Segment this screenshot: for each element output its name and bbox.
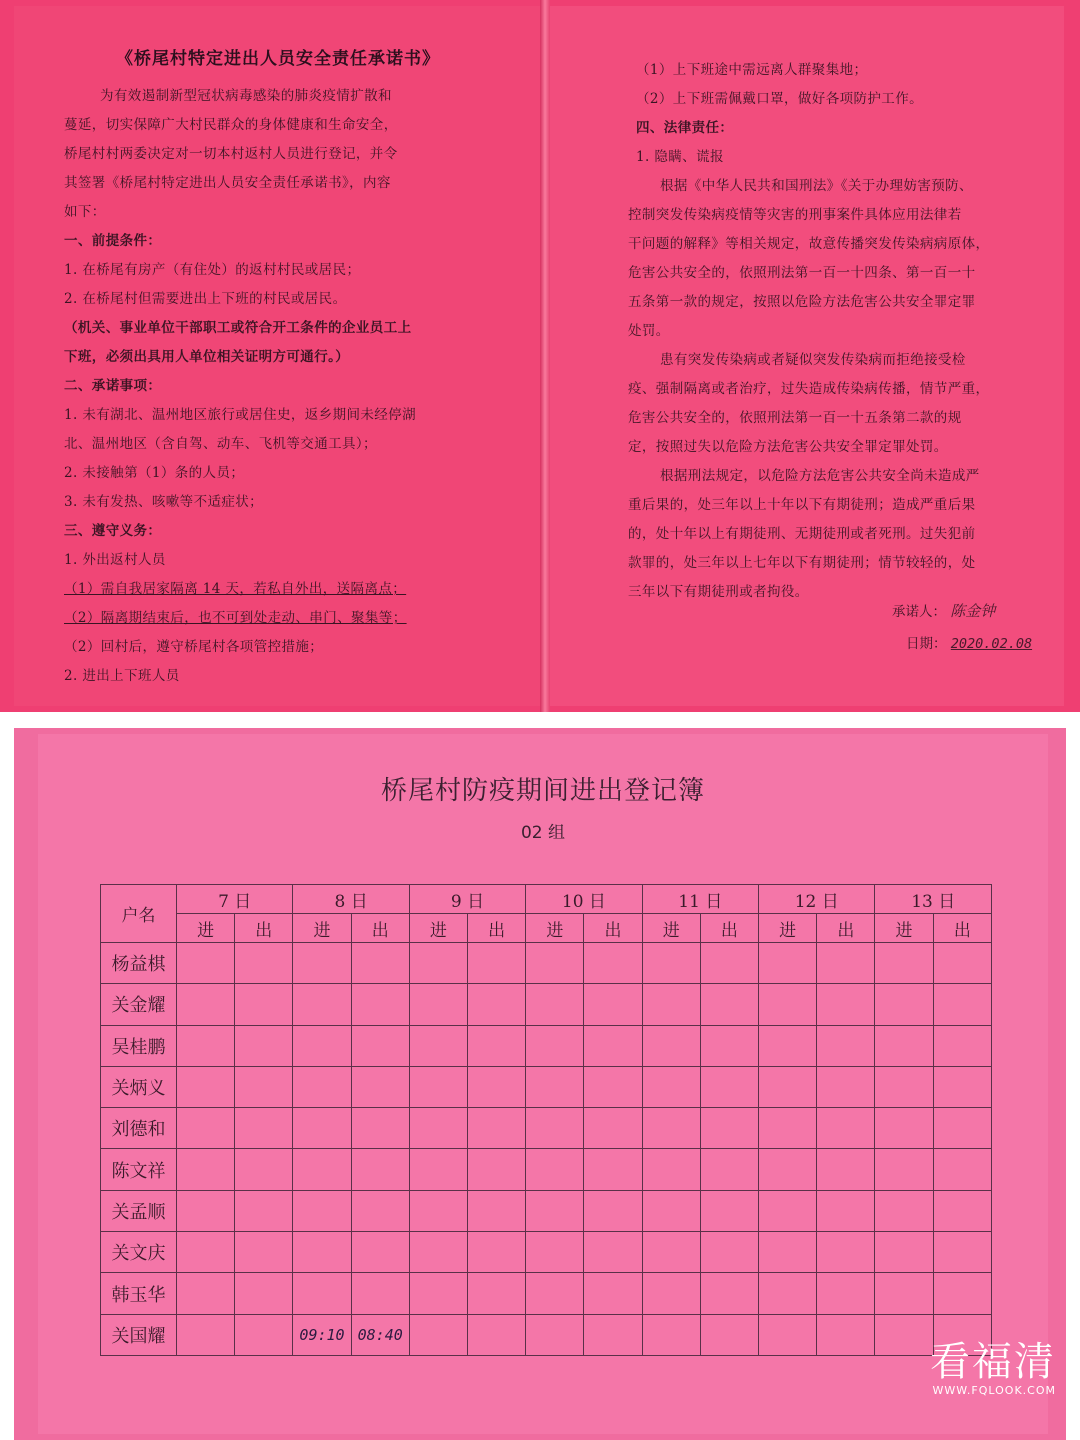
pledge-text-line: 1. 未有湖北、温州地区旅行或居住史，返乡期间未经停湖 [64,407,416,423]
table-row [101,1149,992,1190]
table-row [101,1314,992,1355]
entry-cell[interactable] [817,1066,875,1107]
pledge-text-line: （机关、事业单位干部职工或符合开工条件的企业员工上 [64,320,412,336]
entry-cell[interactable] [875,1025,933,1066]
entry-cell[interactable] [817,1190,875,1231]
entry-cell[interactable] [933,1273,991,1314]
entry-cell[interactable] [409,1025,467,1066]
entry-cell[interactable] [933,984,991,1025]
household-name: 韩玉华 [101,1273,177,1314]
book-fold [540,0,550,712]
entry-cell[interactable] [293,943,351,984]
entry-cell[interactable] [759,1108,817,1149]
table-row [101,1232,992,1273]
pledge-text-line: 1. 外出返村人员 [64,552,166,568]
household-name: 关国耀 [101,1314,177,1355]
entry-cell[interactable] [526,943,584,984]
in-header: 进 [875,914,933,943]
entry-cell[interactable] [526,1314,584,1355]
pledge-text-line: 处罚。 [628,323,670,339]
entry-cell[interactable] [759,1314,817,1355]
entry-cell[interactable] [468,1066,526,1107]
pledge-title: 《桥尾村特定进出人员安全责任承诺书》 [116,49,440,69]
entry-cell[interactable] [875,1190,933,1231]
entry-cell[interactable] [759,984,817,1025]
out-header: 出 [933,914,991,943]
watermark [930,1340,1056,1397]
out-header: 出 [817,914,875,943]
entry-cell[interactable] [177,1066,235,1107]
entry-cell[interactable] [351,1149,409,1190]
entry-cell[interactable] [526,1066,584,1107]
entry-cell[interactable] [177,1149,235,1190]
entry-cell[interactable] [700,1066,758,1107]
entry-cell[interactable] [642,1190,700,1231]
entry-cell[interactable] [235,1190,293,1231]
entry-cell[interactable] [933,1108,991,1149]
pledge-text-line: 2. 在桥尾村但需要进出上下班的村民或居民。 [64,291,347,307]
entry-cell[interactable] [468,1149,526,1190]
in-header: 进 [759,914,817,943]
entry-cell[interactable] [177,1273,235,1314]
entry-cell[interactable] [351,1025,409,1066]
entry-cell[interactable] [177,1190,235,1231]
household-name: 吴桂鹏 [101,1025,177,1066]
entry-cell[interactable] [526,1108,584,1149]
entry-cell[interactable] [351,943,409,984]
entry-cell[interactable] [409,1149,467,1190]
entry-cell[interactable] [235,943,293,984]
entry-cell[interactable] [817,1149,875,1190]
out-header: 出 [235,914,293,943]
pledge-text-line: （2）隔离期结束后，也不可到处走动、串门、聚集等； [64,610,407,626]
entry-cell[interactable] [875,1314,933,1355]
household-name: 杨益棋 [101,943,177,984]
pledge-text-line: （1）需自我居家隔离 14 天，若私自外出，送隔离点； [64,581,407,597]
entry-cell[interactable] [759,1149,817,1190]
pledge-text-line: 如下： [64,204,106,220]
entry-cell[interactable] [642,1025,700,1066]
table-row [101,1108,992,1149]
entry-cell[interactable] [177,1108,235,1149]
day-header: 12 日 [759,885,875,914]
entry-cell[interactable] [293,1314,351,1355]
entry-cell[interactable] [933,1190,991,1231]
entry-cell[interactable] [933,1025,991,1066]
entry-cell[interactable] [817,984,875,1025]
register-title: 桥尾村防疫期间进出登记簿 [380,776,705,806]
register-group: 02 组 [520,823,566,843]
signer-signature: 陈金钟 [950,602,996,620]
name-header: 户名 [101,885,177,943]
entry-cell[interactable] [409,984,467,1025]
pledge-text-line: 四、法律责任： [636,120,734,136]
entry-cell[interactable] [875,1066,933,1107]
entry-cell[interactable] [409,1314,467,1355]
entry-cell[interactable] [468,1273,526,1314]
handwritten-time: 09:10 [299,1325,345,1344]
entry-cell[interactable] [409,943,467,984]
entry-cell[interactable] [468,1108,526,1149]
pledge-text-line: 桥尾村村两委决定对一切本村返村人员进行登记，并令 [64,146,398,162]
pledge-text-line: （2）回村后，遵守桥尾村各项管控措施； [64,639,324,655]
pledge-text-line: 的，处十年以上有期徒刑、无期徒刑或者死刑。过失犯前 [628,526,976,542]
entry-cell[interactable] [409,1066,467,1107]
entry-cell[interactable] [875,943,933,984]
entry-cell[interactable] [875,984,933,1025]
entry-cell[interactable] [642,943,700,984]
entry-cell[interactable] [293,1149,351,1190]
entry-cell[interactable] [642,1066,700,1107]
entry-cell[interactable] [351,1108,409,1149]
entry-cell[interactable] [933,943,991,984]
pledge-text-line: 款罪的，处三年以上七年以下有期徒刑；情节较轻的，处 [628,555,976,571]
entry-cell[interactable] [933,1066,991,1107]
in-header: 进 [177,914,235,943]
entry-cell[interactable] [642,984,700,1025]
day-header: 9 日 [409,885,525,914]
pledge-photo [0,0,1080,712]
entry-cell[interactable] [584,943,642,984]
entry-cell[interactable] [759,1273,817,1314]
household-name: 关金耀 [101,984,177,1025]
entry-cell[interactable] [177,943,235,984]
watermark-url: WWW.FQLOOK.COM [932,1384,1056,1397]
household-name: 关孟顺 [101,1190,177,1231]
table-row [101,1066,992,1107]
entry-cell[interactable] [235,1108,293,1149]
entry-cell[interactable] [293,984,351,1025]
entry-cell[interactable] [409,1273,467,1314]
register-sheet [38,734,1048,1434]
entry-cell[interactable] [642,1149,700,1190]
entry-cell[interactable] [293,1232,351,1273]
entry-cell[interactable] [817,1232,875,1273]
pledge-text-line: 患有突发传染病或者疑似突发传染病而拒绝接受检 [660,352,966,368]
entry-cell[interactable] [351,1232,409,1273]
entry-cell[interactable] [526,1273,584,1314]
entry-cell[interactable] [642,1108,700,1149]
pledge-text-line: 一、前提条件： [64,233,162,249]
table-row [101,1190,992,1231]
entry-cell[interactable] [642,1314,700,1355]
entry-cell[interactable] [759,1025,817,1066]
in-header: 进 [642,914,700,943]
household-name: 关文庆 [101,1232,177,1273]
day-header: 8 日 [293,885,409,914]
entry-cell[interactable] [642,1232,700,1273]
entry-cell[interactable] [700,1232,758,1273]
entry-cell[interactable] [468,1025,526,1066]
pledge-text-line: 干问题的解释》等相关规定，故意传播突发传染病病原体， [628,236,990,252]
entry-cell[interactable] [817,1273,875,1314]
pledge-text-line: 蔓延，切实保障广大村民群众的身体健康和生命安全， [64,117,398,133]
pledge-text-line: 五条第一款的规定，按照以危险方法危害公共安全罪定罪 [628,294,976,310]
pledge-text-line: 2. 进出上下班人员 [64,668,180,684]
pledge-text-line: 二、承诺事项： [64,378,162,394]
entry-cell[interactable] [293,1066,351,1107]
entry-cell[interactable] [468,1314,526,1355]
date-line [906,632,1032,652]
pledge-text-line: 其签署《桥尾村特定进出人员安全责任承诺书》，内容 [64,175,391,191]
pledge-text-line: 控制突发传染病疫情等灾害的刑事案件具体应用法律若 [628,207,962,223]
household-name: 关炳义 [101,1066,177,1107]
entry-cell[interactable] [177,1232,235,1273]
pledge-text-line: 2. 未接触第（1）条的人员； [64,465,245,481]
household-name: 陈文祥 [101,1149,177,1190]
signer-label: 承诺人： [892,604,946,620]
register-photo [14,728,1066,1440]
entry-cell[interactable] [584,1025,642,1066]
day-header: 11 日 [642,885,758,914]
pledge-text-line: 下班，必须出具用人单位相关证明方可通行。） [64,349,350,365]
pledge-text-line: 三、遵守义务： [64,523,162,539]
pledge-text-line: （1）上下班途中需远离人群聚集地； [636,62,868,78]
pledge-text-line: 定，按照过失以危险方法危害公共安全罪定罪处罚。 [628,439,948,455]
entry-cell[interactable] [759,1232,817,1273]
entry-cell[interactable] [584,1273,642,1314]
entry-cell[interactable] [584,1066,642,1107]
entry-cell[interactable] [351,1066,409,1107]
pledge-text-line: 北、温州地区（含自驾、动车、飞机等交通工具）； [64,436,377,452]
entry-cell[interactable] [584,984,642,1025]
entry-cell[interactable] [351,1273,409,1314]
out-header: 出 [351,914,409,943]
entry-cell[interactable] [700,1108,758,1149]
entry-cell[interactable] [468,943,526,984]
entry-cell[interactable] [933,1232,991,1273]
pledge-text-line: 三年以下有期徒刑或者拘役。 [628,584,809,600]
table-row [101,984,992,1025]
watermark-logo: 看福清 [930,1339,1056,1385]
entry-cell[interactable] [468,984,526,1025]
in-header: 进 [526,914,584,943]
handwritten-time: 08:40 [357,1325,403,1344]
entry-cell[interactable] [700,1190,758,1231]
table-row [101,1025,992,1066]
entry-cell[interactable] [584,1108,642,1149]
entry-cell[interactable] [526,1025,584,1066]
entry-cell[interactable] [700,1149,758,1190]
table-row [101,943,992,984]
pledge-text-line: 危害公共安全的，依照刑法第一百一十四条、第一百一十 [628,265,976,281]
entry-cell[interactable] [351,984,409,1025]
entry-cell[interactable] [235,984,293,1025]
entry-cell[interactable] [584,1190,642,1231]
entry-cell[interactable] [933,1149,991,1190]
entry-cell[interactable] [409,1108,467,1149]
in-header: 进 [293,914,351,943]
entry-cell[interactable] [584,1232,642,1273]
entry-cell[interactable] [759,1190,817,1231]
entry-cell[interactable] [235,1025,293,1066]
in-header: 进 [409,914,467,943]
entry-cell[interactable] [875,1232,933,1273]
pledge-text-line: 3. 未有发热、咳嗽等不适症状； [64,494,264,510]
day-header: 10 日 [526,885,642,914]
date-value: 2020.02.08 [950,636,1033,652]
pledge-text-line: 1. 隐瞒、谎报 [636,149,724,165]
signer-line [892,600,995,621]
entry-cell[interactable] [526,1232,584,1273]
pledge-text-line: 1. 在桥尾有房产（有住处）的返村村民或居民； [64,262,361,278]
entry-cell[interactable] [875,1149,933,1190]
entry-cell[interactable] [642,1273,700,1314]
entry-cell[interactable] [293,1273,351,1314]
entry-cell[interactable] [177,1025,235,1066]
entry-cell[interactable] [526,1190,584,1231]
entry-cell[interactable] [817,1314,875,1355]
date-label: 日期： [906,636,947,652]
out-header: 出 [468,914,526,943]
entry-cell[interactable] [700,1025,758,1066]
entry-cell[interactable] [235,1149,293,1190]
entry-cell[interactable] [235,1314,293,1355]
household-name: 刘德和 [101,1108,177,1149]
entry-cell[interactable] [875,1273,933,1314]
entry-cell[interactable] [584,1149,642,1190]
entry-cell[interactable] [293,1190,351,1231]
entry-cell[interactable] [235,1273,293,1314]
entry-cell[interactable] [293,1025,351,1066]
pledge-text-line: 疫、强制隔离或者治疗，过失造成传染病传播，情节严重， [628,381,990,397]
day-header: 7 日 [177,885,293,914]
pledge-text-line: 根据刑法规定，以危险方法危害公共安全尚未造成严 [660,468,980,484]
pledge-text-line: 危害公共安全的，依照刑法第一百一十五条第二款的规 [628,410,962,426]
entry-cell[interactable] [817,1025,875,1066]
entry-cell[interactable] [409,1190,467,1231]
entry-cell[interactable] [235,1066,293,1107]
day-header: 13 日 [875,885,992,914]
entry-cell[interactable] [700,984,758,1025]
entry-cell[interactable] [526,984,584,1025]
entry-cell[interactable] [700,1314,758,1355]
out-header: 出 [700,914,758,943]
entry-cell[interactable] [584,1314,642,1355]
entry-cell[interactable] [293,1108,351,1149]
entry-cell[interactable] [351,1314,409,1355]
entry-cell[interactable] [700,943,758,984]
register-table [100,884,992,1356]
pledge-text-line: （2）上下班需佩戴口罩，做好各项防护工作。 [636,91,923,107]
entry-cell[interactable] [235,1232,293,1273]
entry-cell[interactable] [759,1066,817,1107]
entry-cell[interactable] [526,1149,584,1190]
pledge-text-line: 根据《中华人民共和国刑法》《关于办理妨害预防、 [660,178,973,194]
out-header: 出 [584,914,642,943]
entry-cell[interactable] [177,984,235,1025]
pledge-text-line: 为有效遏制新型冠状病毒感染的肺炎疫情扩散和 [100,88,392,104]
entry-cell[interactable] [468,1190,526,1231]
entry-cell[interactable] [875,1108,933,1149]
entry-cell[interactable] [817,1108,875,1149]
entry-cell[interactable] [817,943,875,984]
pledge-text-line: 重后果的，处三年以上十年以下有期徒刑；造成严重后果 [628,497,976,513]
entry-cell[interactable] [409,1232,467,1273]
entry-cell[interactable] [700,1273,758,1314]
entry-cell[interactable] [351,1190,409,1231]
table-row [101,1273,992,1314]
entry-cell[interactable] [759,943,817,984]
entry-cell[interactable] [177,1314,235,1355]
entry-cell[interactable] [468,1232,526,1273]
